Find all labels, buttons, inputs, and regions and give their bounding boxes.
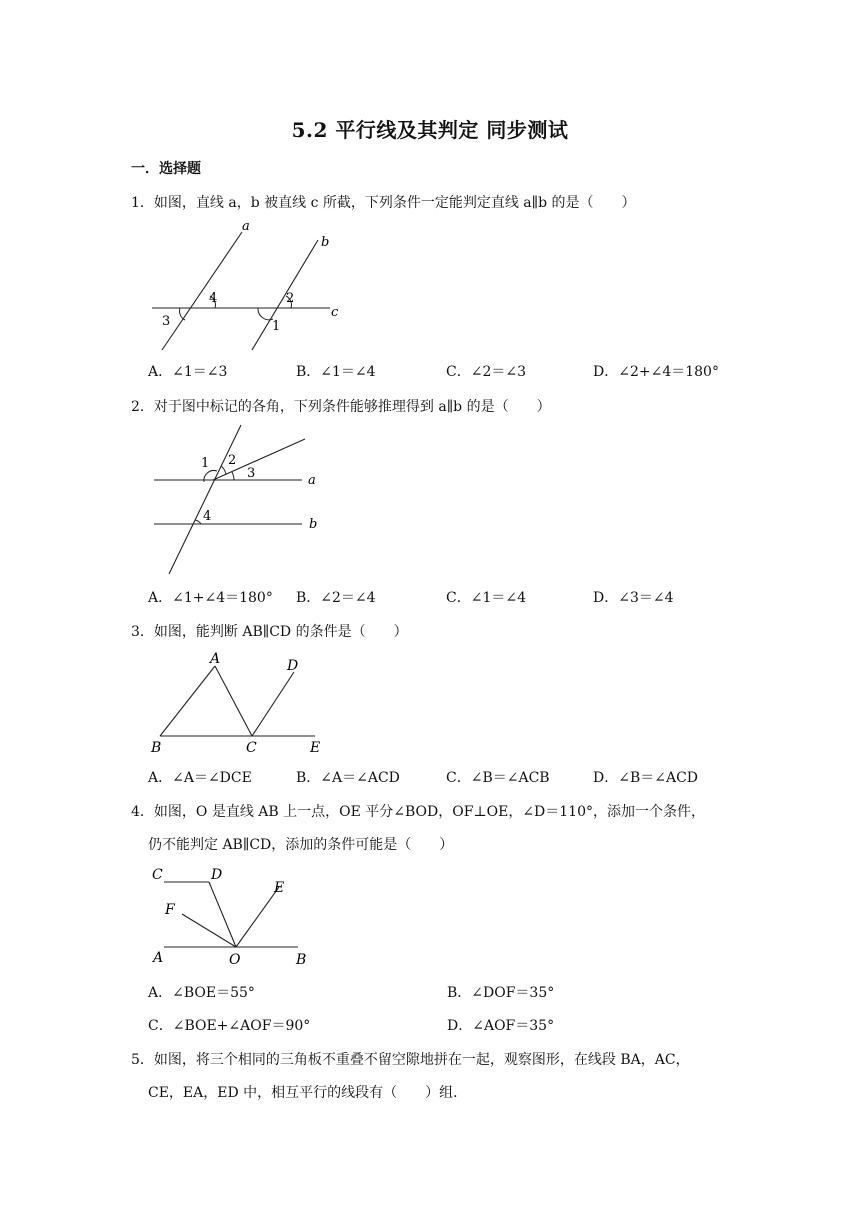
label-3: 3 [162, 314, 171, 329]
ray-line [213, 439, 305, 480]
question-2-option-b: B．∠2＝∠4 [296, 590, 376, 606]
question-1-figure [140, 212, 360, 357]
label-B: B [296, 952, 307, 968]
segment-CD [252, 672, 294, 736]
label-O: O [229, 952, 241, 968]
angle-2-arc [221, 466, 226, 474]
label-4: 4 [209, 291, 218, 306]
label-b: b [321, 235, 330, 250]
section-heading: 一．选择题 [131, 161, 201, 177]
question-4-option-d: D．∠AOF＝35° [447, 1018, 555, 1034]
transversal-line [169, 425, 241, 574]
question-2-stem: 2．对于图中标记的各角，下列条件能够推理得到 a∥b 的是（ ） [131, 399, 551, 415]
question-5-stem-line-2: CE，EA，ED 中，相互平行的线段有（ ）组． [148, 1085, 468, 1101]
label-2: 2 [286, 291, 295, 306]
question-4-option-a: A．∠BOE＝55° [148, 985, 255, 1001]
label-3: 3 [247, 466, 256, 481]
label-E: E [274, 880, 285, 896]
label-4: 4 [203, 509, 212, 524]
segment-DO [209, 882, 236, 947]
label-c: c [331, 305, 339, 320]
segment-AC [215, 666, 252, 736]
line-a [162, 232, 242, 350]
label-E: E [310, 740, 321, 756]
angle-4-arc [195, 520, 201, 524]
question-4-option-b: B．∠DOF＝35° [447, 985, 555, 1001]
label-A: A [153, 950, 164, 966]
question-3-option-b: B．∠A＝∠ACD [296, 770, 400, 786]
question-2-option-d: D．∠3＝∠4 [593, 590, 674, 606]
line-b [252, 240, 318, 350]
segment-AB [160, 666, 215, 736]
question-5-stem-line-1: 5．如图，将三个相同的三角板不重叠不留空隙地拼在一起，观察图形，在线段 BA，AC， [131, 1052, 690, 1068]
question-2-option-a: A．∠1+∠4＝180° [148, 590, 273, 606]
ray-OF [182, 914, 236, 947]
label-D: D [211, 867, 223, 883]
label-1: 1 [272, 319, 281, 334]
label-A: A [210, 651, 221, 667]
label-C: C [246, 740, 257, 756]
question-3-option-a: A．∠A＝∠DCE [148, 770, 252, 786]
label-D: D [287, 658, 299, 674]
label-2: 2 [228, 453, 237, 468]
question-3-option-d: D．∠B＝∠ACD [593, 770, 699, 786]
label-F: F [165, 902, 175, 918]
question-1-option-b: B．∠1＝∠4 [296, 364, 376, 380]
question-3-option-c: C．∠B＝∠ACB [446, 770, 550, 786]
label-1: 1 [201, 456, 210, 471]
question-4-figure [140, 860, 330, 970]
label-C: C [152, 867, 163, 883]
question-2-option-c: C．∠1＝∠4 [446, 590, 526, 606]
question-1-option-d: D．∠2+∠4＝180° [593, 364, 719, 380]
ray-OE [236, 887, 279, 947]
label-B: B [151, 740, 162, 756]
question-4-option-c: C．∠BOE+∠AOF＝90° [148, 1018, 311, 1034]
label-b: b [309, 517, 318, 532]
question-2-figure [140, 420, 340, 580]
question-1-option-a: A．∠1＝∠3 [148, 364, 228, 380]
question-1-stem: 1．如图，直线 a，b 被直线 c 所截，下列条件一定能判定直线 a∥b 的是（ ） [131, 195, 636, 211]
angle-3-arc [232, 472, 234, 480]
question-4-stem-line-1: 4．如图，O 是直线 AB 上一点，OE 平分∠BOD，OF⊥OE，∠D＝110°，添加一个条件， [131, 804, 705, 820]
question-1-option-c: C．∠2＝∠3 [446, 364, 526, 380]
label-a: a [242, 219, 250, 234]
question-3-figure [140, 646, 340, 756]
page-title: 5.2 平行线及其判定 同步测试 [291, 118, 569, 142]
question-3-stem: 3．如图，能判断 AB∥CD 的条件是（ ） [131, 624, 408, 640]
label-a: a [308, 473, 316, 488]
question-4-stem-line-2: 仍不能判定 AB∥CD，添加的条件可能是（ ） [148, 837, 454, 853]
